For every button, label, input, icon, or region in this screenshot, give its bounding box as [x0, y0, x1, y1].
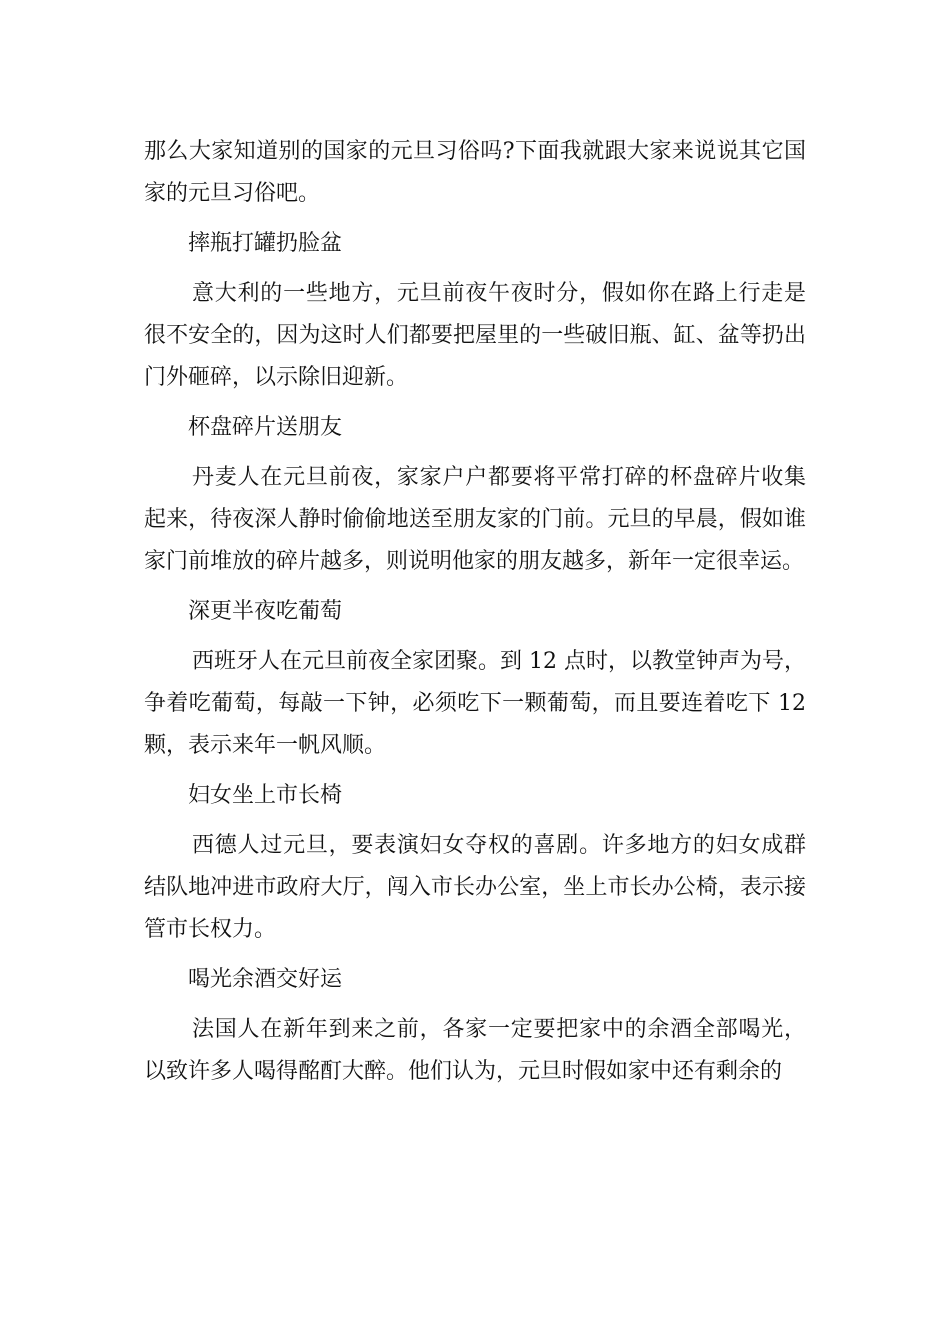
paragraph-intro: 那么大家知道别的国家的元旦习俗吗?下面我就跟大家来说说其它国家的元旦习俗吧。 [144, 139, 806, 206]
section-heading-italy: 摔瓶打罐扔脸盆 [188, 231, 343, 256]
section-heading-france: 喝光余酒交好运 [188, 967, 343, 992]
paragraph-france: 法国人在新年到来之前，各家一定要把家中的余酒全部喝光，以致许多人喝得酩酊大醉。他们认为，元旦时假如家中还有剩余的 [144, 1017, 806, 1084]
section-heading-denmark: 杯盘碎片送朋友 [188, 415, 343, 440]
section-heading-spain: 深更半夜吃葡萄 [188, 599, 343, 624]
paragraph-spain: 西班牙人在元旦前夜全家团聚。到 12 点时，以教堂钟声为号，争着吃葡萄，每敲一下钟，必须吃下一颗葡萄，而且要连着吃下 12 颗，表示来年一帆风顺。 [144, 649, 806, 758]
paragraph-italy: 意大利的一些地方，元旦前夜午夜时分，假如你在路上行走是很不安全的，因为这时人们都要把屋里的一些破旧瓶、缸、盆等扔出门外砸碎，以示除旧迎新。 [144, 281, 806, 390]
paragraph-denmark: 丹麦人在元旦前夜，家家户户都要将平常打碎的杯盘碎片收集起来，待夜深人静时偷偷地送至朋友家的门前。元旦的早晨，假如谁家门前堆放的碎片越多，则说明他家的朋友越多，新年一定很幸运。 [144, 465, 806, 574]
paragraph-germany: 西德人过元旦，要表演妇女夺权的喜剧。许多地方的妇女成群结队地冲进市政府大厅，闯入市长办公室，坐上市长办公椅，表示接管市长权力。 [144, 833, 806, 942]
document-body [144, 131, 806, 1101]
section-heading-germany: 妇女坐上市长椅 [188, 783, 343, 808]
